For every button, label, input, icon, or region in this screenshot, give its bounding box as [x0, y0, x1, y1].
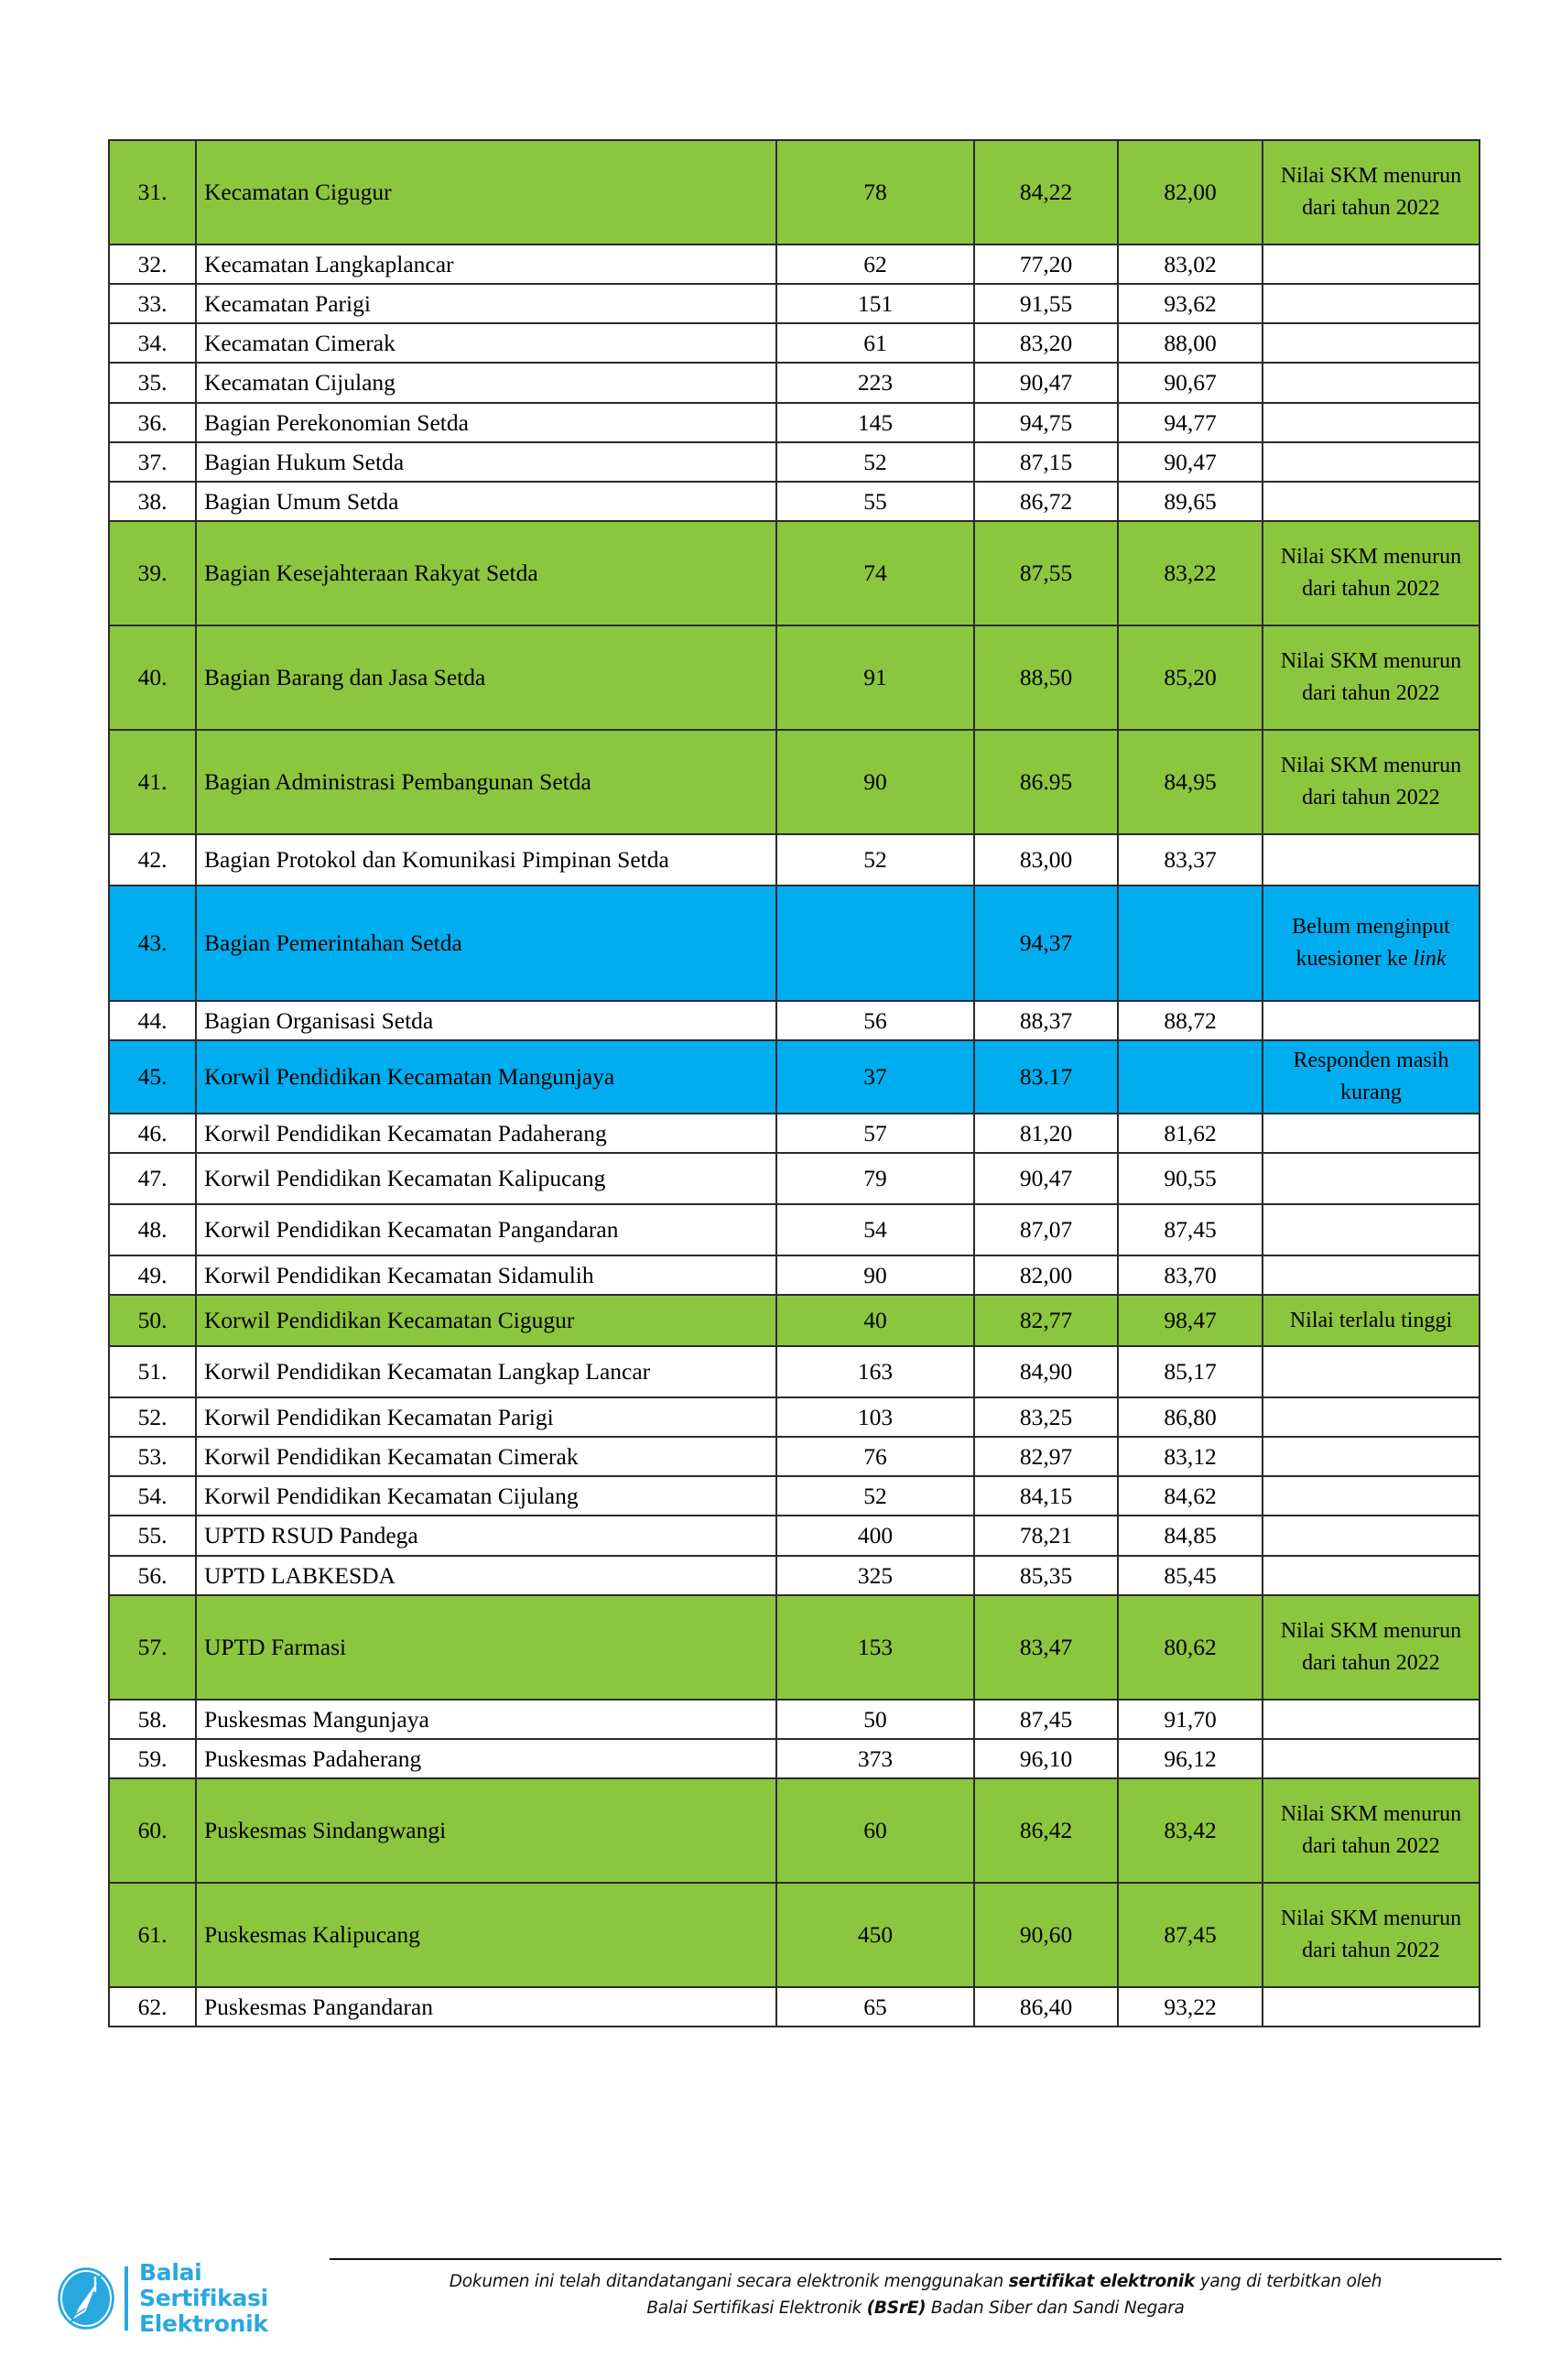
row-number-cell: 52.	[109, 1397, 196, 1437]
skm-2023-cell: 83,42	[1118, 1778, 1263, 1883]
skm-2023-cell: 96,12	[1118, 1739, 1263, 1778]
keterangan-cell	[1263, 363, 1480, 402]
row-number-cell: 54.	[109, 1476, 196, 1516]
unit-name-cell: UPTD Farmasi	[196, 1595, 776, 1700]
unit-name-cell: Bagian Barang dan Jasa Setda	[196, 625, 776, 730]
skm-2022-cell: 88,50	[974, 625, 1118, 730]
table-row	[109, 834, 1480, 886]
row-number-cell: 50.	[109, 1295, 196, 1346]
skm-2023-cell: 86,80	[1118, 1397, 1263, 1437]
respondent-count-cell: 145	[776, 403, 974, 442]
row-number-cell: 58.	[109, 1700, 196, 1739]
unit-name-cell: Bagian Pemerintahan Setda	[196, 886, 776, 1001]
keterangan-cell	[1263, 1153, 1480, 1204]
keterangan-cell	[1263, 1437, 1480, 1476]
signature-note-line-1-b: sertifikat elektronik	[1008, 2272, 1196, 2291]
keterangan-cell	[1263, 1255, 1480, 1295]
row-number-cell: 34.	[109, 323, 196, 363]
skm-2022-cell: 84,90	[974, 1346, 1118, 1397]
keterangan-cell	[1263, 442, 1480, 482]
skm-2023-cell: 91,70	[1118, 1700, 1263, 1739]
unit-name-cell: Puskesmas Kalipucang	[196, 1883, 776, 1987]
unit-name-cell: Korwil Pendidikan Kecamatan Cijulang	[196, 1476, 776, 1516]
skm-2023-cell: 85,20	[1118, 625, 1263, 730]
row-number-cell: 55.	[109, 1516, 196, 1555]
table-row	[109, 1556, 1480, 1595]
unit-name-cell: Korwil Pendidikan Kecamatan Pangandaran	[196, 1204, 776, 1255]
table-row	[109, 1700, 1480, 1739]
skm-2023-cell	[1118, 1040, 1263, 1114]
skm-2023-cell: 90,47	[1118, 442, 1263, 482]
skm-2022-cell: 83,25	[974, 1397, 1118, 1437]
unit-name-cell: Bagian Perekonomian Setda	[196, 403, 776, 442]
skm-2022-cell: 87,07	[974, 1204, 1118, 1255]
keterangan-cell	[1263, 482, 1480, 521]
skm-2022-cell: 77,20	[974, 245, 1118, 284]
skm-results-table-container	[108, 139, 1479, 2027]
keterangan-link-word[interactable]: link	[1413, 946, 1447, 971]
respondent-count-cell: 52	[776, 442, 974, 482]
keterangan-cell: Nilai SKM menurun dari tahun 2022	[1263, 140, 1480, 245]
skm-2022-cell: 87,15	[974, 442, 1118, 482]
table-row	[109, 521, 1480, 625]
keterangan-cell	[1263, 403, 1480, 442]
row-number-cell: 32.	[109, 245, 196, 284]
skm-2023-cell: 93,62	[1118, 284, 1263, 323]
table-row	[109, 1516, 1480, 1555]
table-row	[109, 1255, 1480, 1295]
row-number-cell: 56.	[109, 1556, 196, 1595]
unit-name-cell: Puskesmas Padaherang	[196, 1739, 776, 1778]
row-number-cell: 46.	[109, 1114, 196, 1153]
row-number-cell: 36.	[109, 403, 196, 442]
electronic-signature-note	[330, 2255, 1501, 2321]
keterangan-cell	[1263, 886, 1480, 1001]
unit-name-cell: Korwil Pendidikan Kecamatan Langkap Lancar	[196, 1346, 776, 1397]
bsre-wordmark	[139, 2260, 268, 2337]
skm-2023-cell: 88,72	[1118, 1001, 1263, 1040]
keterangan-cell: Nilai terlalu tinggi	[1263, 1295, 1480, 1346]
table-row	[109, 730, 1480, 834]
footer-divider-rule	[330, 2258, 1501, 2260]
footer-inner	[55, 2255, 1501, 2337]
row-number-cell: 38.	[109, 482, 196, 521]
row-number-cell: 49.	[109, 1255, 196, 1295]
respondent-count-cell: 65	[776, 1987, 974, 2027]
skm-2023-cell: 83,12	[1118, 1437, 1263, 1476]
row-number-cell: 31.	[109, 140, 196, 245]
keterangan-cell	[1263, 1204, 1480, 1255]
respondent-count-cell: 61	[776, 323, 974, 363]
skm-2023-cell: 90,55	[1118, 1153, 1263, 1204]
table-row	[109, 1595, 1480, 1700]
table-row	[109, 1204, 1480, 1255]
keterangan-cell	[1263, 1001, 1480, 1040]
keterangan-text: Belum menginput kuesioner ke	[1292, 915, 1450, 971]
table-row	[109, 1476, 1480, 1516]
table-row	[109, 1153, 1480, 1204]
signature-note-line-1-a: Dokumen ini telah ditandatangani secara elektronik menggunakan	[449, 2272, 1009, 2291]
table-row	[109, 1346, 1480, 1397]
skm-2022-cell: 86,40	[974, 1987, 1118, 2027]
row-number-cell: 62.	[109, 1987, 196, 2027]
unit-name-cell: Bagian Organisasi Setda	[196, 1001, 776, 1040]
table-row	[109, 482, 1480, 521]
row-number-cell: 51.	[109, 1346, 196, 1397]
skm-2023-cell: 90,67	[1118, 363, 1263, 402]
table-row	[109, 1040, 1480, 1114]
bsre-wordmark-line-3: Elektronik	[139, 2310, 268, 2337]
skm-2023-cell: 83,22	[1118, 521, 1263, 625]
unit-name-cell: Kecamatan Cigugur	[196, 140, 776, 245]
skm-2022-cell: 78,21	[974, 1516, 1118, 1555]
unit-name-cell: Kecamatan Cijulang	[196, 363, 776, 402]
respondent-count-cell: 90	[776, 1255, 974, 1295]
keterangan-cell: Nilai SKM menurun dari tahun 2022	[1263, 1778, 1480, 1883]
respondent-count-cell: 223	[776, 363, 974, 402]
keterangan-cell	[1263, 1114, 1480, 1153]
skm-2022-cell: 91,55	[974, 284, 1118, 323]
skm-2022-cell: 87,45	[974, 1700, 1118, 1739]
unit-name-cell: Kecamatan Langkaplancar	[196, 245, 776, 284]
row-number-cell: 60.	[109, 1778, 196, 1883]
skm-2022-cell: 83,20	[974, 323, 1118, 363]
keterangan-cell	[1263, 245, 1480, 284]
keterangan-cell	[1263, 284, 1480, 323]
skm-2023-cell: 82,00	[1118, 140, 1263, 245]
skm-2022-cell: 84,15	[974, 1476, 1118, 1516]
unit-name-cell: Korwil Pendidikan Kecamatan Cimerak	[196, 1437, 776, 1476]
unit-name-cell: Korwil Pendidikan Kecamatan Mangunjaya	[196, 1040, 776, 1114]
skm-2022-cell: 82,97	[974, 1437, 1118, 1476]
unit-name-cell: Korwil Pendidikan Kecamatan Sidamulih	[196, 1255, 776, 1295]
unit-name-cell: Korwil Pendidikan Kecamatan Parigi	[196, 1397, 776, 1437]
skm-2022-cell: 82,00	[974, 1255, 1118, 1295]
skm-2022-cell: 86,42	[974, 1778, 1118, 1883]
skm-2022-cell: 90,47	[974, 1153, 1118, 1204]
signature-note-line-2-c: Badan Siber dan Sandi Negara	[926, 2298, 1185, 2318]
respondent-count-cell: 90	[776, 730, 974, 834]
skm-2022-cell: 94,37	[974, 886, 1118, 1001]
skm-2022-cell: 88,37	[974, 1001, 1118, 1040]
row-number-cell: 39.	[109, 521, 196, 625]
signature-note-line-1	[330, 2269, 1501, 2296]
skm-2023-cell: 85,45	[1118, 1556, 1263, 1595]
skm-2023-cell: 93,22	[1118, 1987, 1263, 2027]
table-row	[109, 886, 1480, 1001]
skm-2022-cell: 87,55	[974, 521, 1118, 625]
respondent-count-cell: 450	[776, 1883, 974, 1987]
unit-name-cell: Korwil Pendidikan Kecamatan Cigugur	[196, 1295, 776, 1346]
skm-2022-cell: 83,00	[974, 834, 1118, 886]
unit-name-cell: Korwil Pendidikan Kecamatan Kalipucang	[196, 1153, 776, 1204]
respondent-count-cell: 50	[776, 1700, 974, 1739]
unit-name-cell: Kecamatan Parigi	[196, 284, 776, 323]
table-row	[109, 1987, 1480, 2027]
respondent-count-cell: 60	[776, 1778, 974, 1883]
respondent-count-cell: 76	[776, 1437, 974, 1476]
skm-2023-cell: 83,02	[1118, 245, 1263, 284]
skm-2022-cell: 83,47	[974, 1595, 1118, 1700]
respondent-count-cell: 325	[776, 1556, 974, 1595]
skm-2022-cell: 90,60	[974, 1883, 1118, 1987]
row-number-cell: 48.	[109, 1204, 196, 1255]
skm-2023-cell: 85,17	[1118, 1346, 1263, 1397]
respondent-count-cell: 103	[776, 1397, 974, 1437]
unit-name-cell: Bagian Protokol dan Komunikasi Pimpinan Setda	[196, 834, 776, 886]
respondent-count-cell: 57	[776, 1114, 974, 1153]
table-row	[109, 245, 1480, 284]
document-footer	[0, 2245, 1550, 2380]
table-row	[109, 1114, 1480, 1153]
signature-note-line-1-c: yang di terbitkan oleh	[1195, 2272, 1382, 2291]
unit-name-cell: Puskesmas Mangunjaya	[196, 1700, 776, 1739]
row-number-cell: 42.	[109, 834, 196, 886]
row-number-cell: 45.	[109, 1040, 196, 1114]
keterangan-cell	[1263, 1476, 1480, 1516]
row-number-cell: 41.	[109, 730, 196, 834]
bsre-feather-icon	[55, 2265, 117, 2332]
unit-name-cell: Puskesmas Sindangwangi	[196, 1778, 776, 1883]
bsre-wordmark-line-2: Sertifikasi	[139, 2285, 268, 2311]
table-row	[109, 284, 1480, 323]
keterangan-cell	[1263, 1700, 1480, 1739]
keterangan-cell	[1263, 1346, 1480, 1397]
table-row	[109, 363, 1480, 402]
row-number-cell: 33.	[109, 284, 196, 323]
respondent-count-cell: 78	[776, 140, 974, 245]
respondent-count-cell: 79	[776, 1153, 974, 1204]
skm-2023-cell: 84,85	[1118, 1516, 1263, 1555]
skm-results-table-body	[109, 140, 1480, 2027]
row-number-cell: 37.	[109, 442, 196, 482]
skm-2023-cell: 84,62	[1118, 1476, 1263, 1516]
respondent-count-cell: 74	[776, 521, 974, 625]
respondent-count-cell: 373	[776, 1739, 974, 1778]
skm-2022-cell: 85,35	[974, 1556, 1118, 1595]
respondent-count-cell: 151	[776, 284, 974, 323]
table-row	[109, 1883, 1480, 1987]
table-row	[109, 323, 1480, 363]
keterangan-cell: Nilai SKM menurun dari tahun 2022	[1263, 1595, 1480, 1700]
row-number-cell: 47.	[109, 1153, 196, 1204]
skm-2023-cell: 89,65	[1118, 482, 1263, 521]
keterangan-cell	[1263, 1556, 1480, 1595]
table-row	[109, 140, 1480, 245]
unit-name-cell: UPTD RSUD Pandega	[196, 1516, 776, 1555]
skm-2023-cell: 83,70	[1118, 1255, 1263, 1295]
respondent-count-cell: 55	[776, 482, 974, 521]
respondent-count-cell: 400	[776, 1516, 974, 1555]
row-number-cell: 40.	[109, 625, 196, 730]
keterangan-cell	[1263, 1739, 1480, 1778]
unit-name-cell: Bagian Kesejahteraan Rakyat Setda	[196, 521, 776, 625]
table-row	[109, 1397, 1480, 1437]
keterangan-cell: Nilai SKM menurun dari tahun 2022	[1263, 730, 1480, 834]
keterangan-cell	[1263, 323, 1480, 363]
skm-results-table	[108, 139, 1480, 2027]
table-row	[109, 1001, 1480, 1040]
table-row	[109, 442, 1480, 482]
skm-2022-cell: 94,75	[974, 403, 1118, 442]
row-number-cell: 35.	[109, 363, 196, 402]
respondent-count-cell	[776, 886, 974, 1001]
respondent-count-cell: 91	[776, 625, 974, 730]
skm-2022-cell: 90,47	[974, 363, 1118, 402]
bsre-wordmark-line-1: Balai	[139, 2259, 202, 2286]
unit-name-cell: Puskesmas Pangandaran	[196, 1987, 776, 2027]
unit-name-cell: Bagian Administrasi Pembangunan Setda	[196, 730, 776, 834]
skm-2022-cell: 96,10	[974, 1739, 1118, 1778]
skm-2022-cell: 86.95	[974, 730, 1118, 834]
bsre-logo-divider	[125, 2266, 128, 2331]
table-row	[109, 1437, 1480, 1476]
skm-2023-cell: 83,37	[1118, 834, 1263, 886]
skm-2022-cell: 82,77	[974, 1295, 1118, 1346]
skm-2023-cell	[1118, 886, 1263, 1001]
signature-note-line-2-a: Balai Sertifikasi Elektronik	[646, 2298, 867, 2318]
table-row	[109, 1739, 1480, 1778]
keterangan-cell	[1263, 834, 1480, 886]
keterangan-cell: Responden masih kurang	[1263, 1040, 1480, 1114]
keterangan-cell	[1263, 1987, 1480, 2027]
unit-name-cell: Kecamatan Cimerak	[196, 323, 776, 363]
skm-2023-cell: 87,45	[1118, 1204, 1263, 1255]
keterangan-cell: Nilai SKM menurun dari tahun 2022	[1263, 625, 1480, 730]
skm-2023-cell: 87,45	[1118, 1883, 1263, 1987]
signature-note-line-2-b: (BSrE)	[866, 2298, 927, 2318]
table-row	[109, 625, 1480, 730]
skm-2023-cell: 80,62	[1118, 1595, 1263, 1700]
keterangan-cell	[1263, 1516, 1480, 1555]
table-row	[109, 1295, 1480, 1346]
respondent-count-cell: 40	[776, 1295, 974, 1346]
respondent-count-cell: 52	[776, 1476, 974, 1516]
skm-2022-cell: 81,20	[974, 1114, 1118, 1153]
skm-2023-cell: 84,95	[1118, 730, 1263, 834]
row-number-cell: 53.	[109, 1437, 196, 1476]
unit-name-cell: UPTD LABKESDA	[196, 1556, 776, 1595]
table-row	[109, 403, 1480, 442]
row-number-cell: 61.	[109, 1883, 196, 1987]
unit-name-cell: Korwil Pendidikan Kecamatan Padaherang	[196, 1114, 776, 1153]
skm-2022-cell: 86,72	[974, 482, 1118, 521]
table-row	[109, 1778, 1480, 1883]
respondent-count-cell: 56	[776, 1001, 974, 1040]
row-number-cell: 59.	[109, 1739, 196, 1778]
unit-name-cell: Bagian Umum Setda	[196, 482, 776, 521]
row-number-cell: 57.	[109, 1595, 196, 1700]
skm-2022-cell: 83.17	[974, 1040, 1118, 1114]
keterangan-cell	[1263, 1397, 1480, 1437]
row-number-cell: 43.	[109, 886, 196, 1001]
bsre-logo	[55, 2255, 330, 2337]
respondent-count-cell: 52	[776, 834, 974, 886]
skm-2023-cell: 81,62	[1118, 1114, 1263, 1153]
skm-2023-cell: 94,77	[1118, 403, 1263, 442]
signature-note-line-2	[330, 2296, 1501, 2322]
keterangan-cell: Nilai SKM menurun dari tahun 2022	[1263, 521, 1480, 625]
row-number-cell: 44.	[109, 1001, 196, 1040]
respondent-count-cell: 62	[776, 245, 974, 284]
keterangan-cell: Nilai SKM menurun dari tahun 2022	[1263, 1883, 1480, 1987]
unit-name-cell: Bagian Hukum Setda	[196, 442, 776, 482]
respondent-count-cell: 54	[776, 1204, 974, 1255]
skm-2022-cell: 84,22	[974, 140, 1118, 245]
respondent-count-cell: 37	[776, 1040, 974, 1114]
respondent-count-cell: 163	[776, 1346, 974, 1397]
skm-2023-cell: 98,47	[1118, 1295, 1263, 1346]
respondent-count-cell: 153	[776, 1595, 974, 1700]
skm-2023-cell: 88,00	[1118, 323, 1263, 363]
